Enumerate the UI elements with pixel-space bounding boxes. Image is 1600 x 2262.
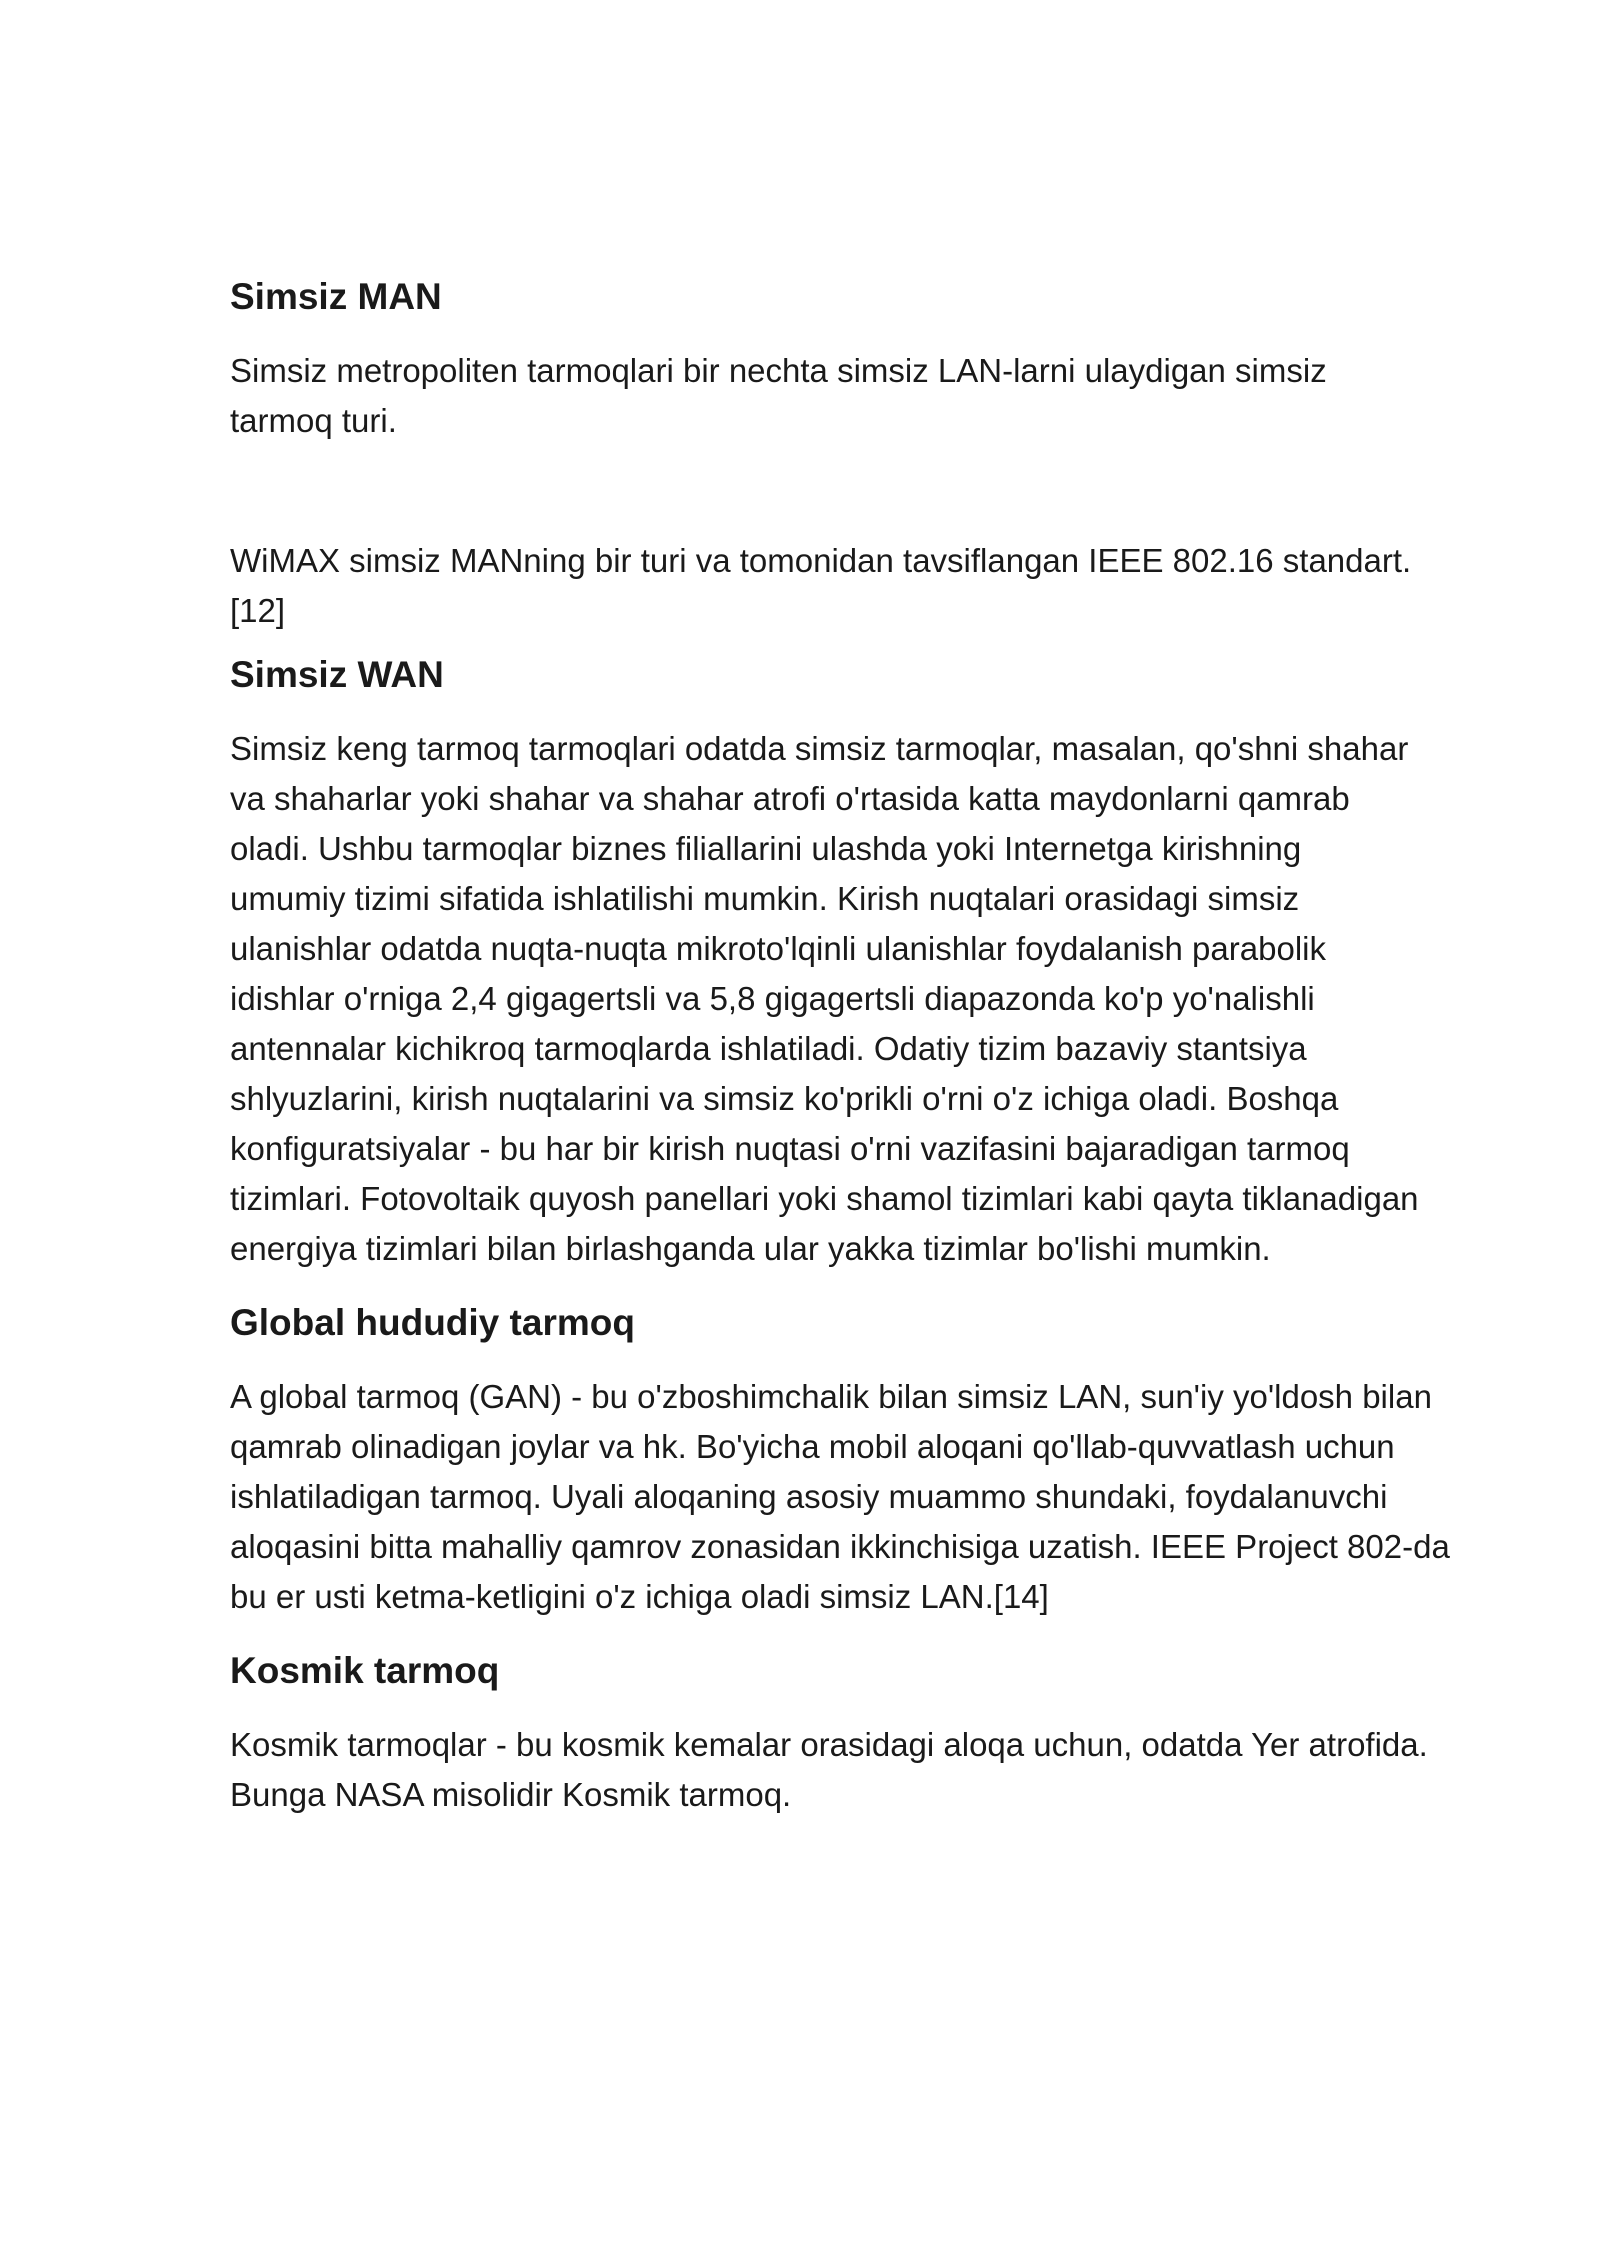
text-line: Simsiz metropoliten tarmoqlari bir nechta simsiz LAN-larni ulaydigan simsiz (230, 352, 1327, 389)
text-line: A global tarmoq (GAN) - bu o'zboshimchalik bilan simsiz LAN, sun'iy yo'ldosh bilan (230, 1378, 1432, 1415)
document-page (230, 272, 1530, 1820)
paragraph-simsiz-man (230, 346, 1530, 446)
text-line: va shaharlar yoki shahar va shahar atrofi o'rtasida katta maydonlarni qamrab (230, 780, 1350, 817)
paragraph-kosmik-tarmoq (230, 1720, 1530, 1820)
text-line: shlyuzlarini, kirish nuqtalarini va simsiz ko'prikli o'rni o'z ichiga oladi. Boshqa (230, 1080, 1339, 1117)
text-line: oladi. Ushbu tarmoqlar biznes filiallarini ulashda yoki Internetga kirishning (230, 830, 1302, 867)
paragraph-global-hududiy-tarmoq (230, 1372, 1530, 1622)
text-line: idishlar o'rniga 2,4 gigagertsli va 5,8 gigagertsli diapazonda ko'p yo'nalishli (230, 980, 1315, 1017)
text-line: energiya tizimlari bilan birlashganda ular yakka tizimlar bo'lishi mumkin. (230, 1230, 1271, 1267)
text-line: qamrab olinadigan joylar va hk. Bo'yicha mobil aloqani qo'llab-quvvatlash uchun (230, 1428, 1395, 1465)
heading-simsiz-wan: Simsiz WAN (230, 654, 444, 695)
text-line: tizimlari. Fotovoltaik quyosh panellari yoki shamol tizimlari kabi qayta tiklanadigan (230, 1180, 1419, 1217)
text-line: Kosmik tarmoqlar - bu kosmik kemalar orasidagi aloqa uchun, odatda Yer atrofida. (230, 1726, 1428, 1763)
text-line: ishlatiladigan tarmoq. Uyali aloqaning asosiy muammo shundaki, foydalanuvchi (230, 1478, 1388, 1515)
text-line: aloqasini bitta mahalliy qamrov zonasidan ikkinchisiga uzatish. IEEE Project 802-da (230, 1528, 1450, 1565)
text-line: Simsiz keng tarmoq tarmoqlari odatda simsiz tarmoqlar, masalan, qo'shni shahar (230, 730, 1409, 767)
text-line: umumiy tizimi sifatida ishlatilishi mumkin. Kirish nuqtalari orasidagi simsiz (230, 880, 1300, 917)
heading-global-hududiy-tarmoq: Global hududiy tarmoq (230, 1302, 635, 1343)
text-line: bu er usti ketma-ketligini o'z ichiga oladi simsiz LAN.[14] (230, 1578, 1049, 1615)
text-line: WiMAX simsiz MANning bir turi va tomonidan tavsiflangan IEEE 802.16 standart. (230, 542, 1412, 579)
text-line: Bunga NASA misolidir Kosmik tarmoq. (230, 1776, 792, 1813)
heading-simsiz-man: Simsiz MAN (230, 276, 442, 317)
text-line: [12] (230, 592, 286, 629)
text-line: antennalar kichikroq tarmoqlarda ishlatiladi. Odatiy tizim bazaviy stantsiya (230, 1030, 1307, 1067)
text-line: tarmoq turi. (230, 402, 397, 439)
heading-kosmik-tarmoq: Kosmik tarmoq (230, 1650, 500, 1691)
text-line: konfiguratsiyalar - bu har bir kirish nuqtasi o'rni vazifasini bajaradigan tarmoq (230, 1130, 1350, 1167)
text-line: ulanishlar odatda nuqta-nuqta mikroto'lqinli ulanishlar foydalanish parabolik (230, 930, 1326, 967)
paragraph-wimax (230, 536, 1530, 636)
paragraph-simsiz-wan (230, 724, 1530, 1274)
